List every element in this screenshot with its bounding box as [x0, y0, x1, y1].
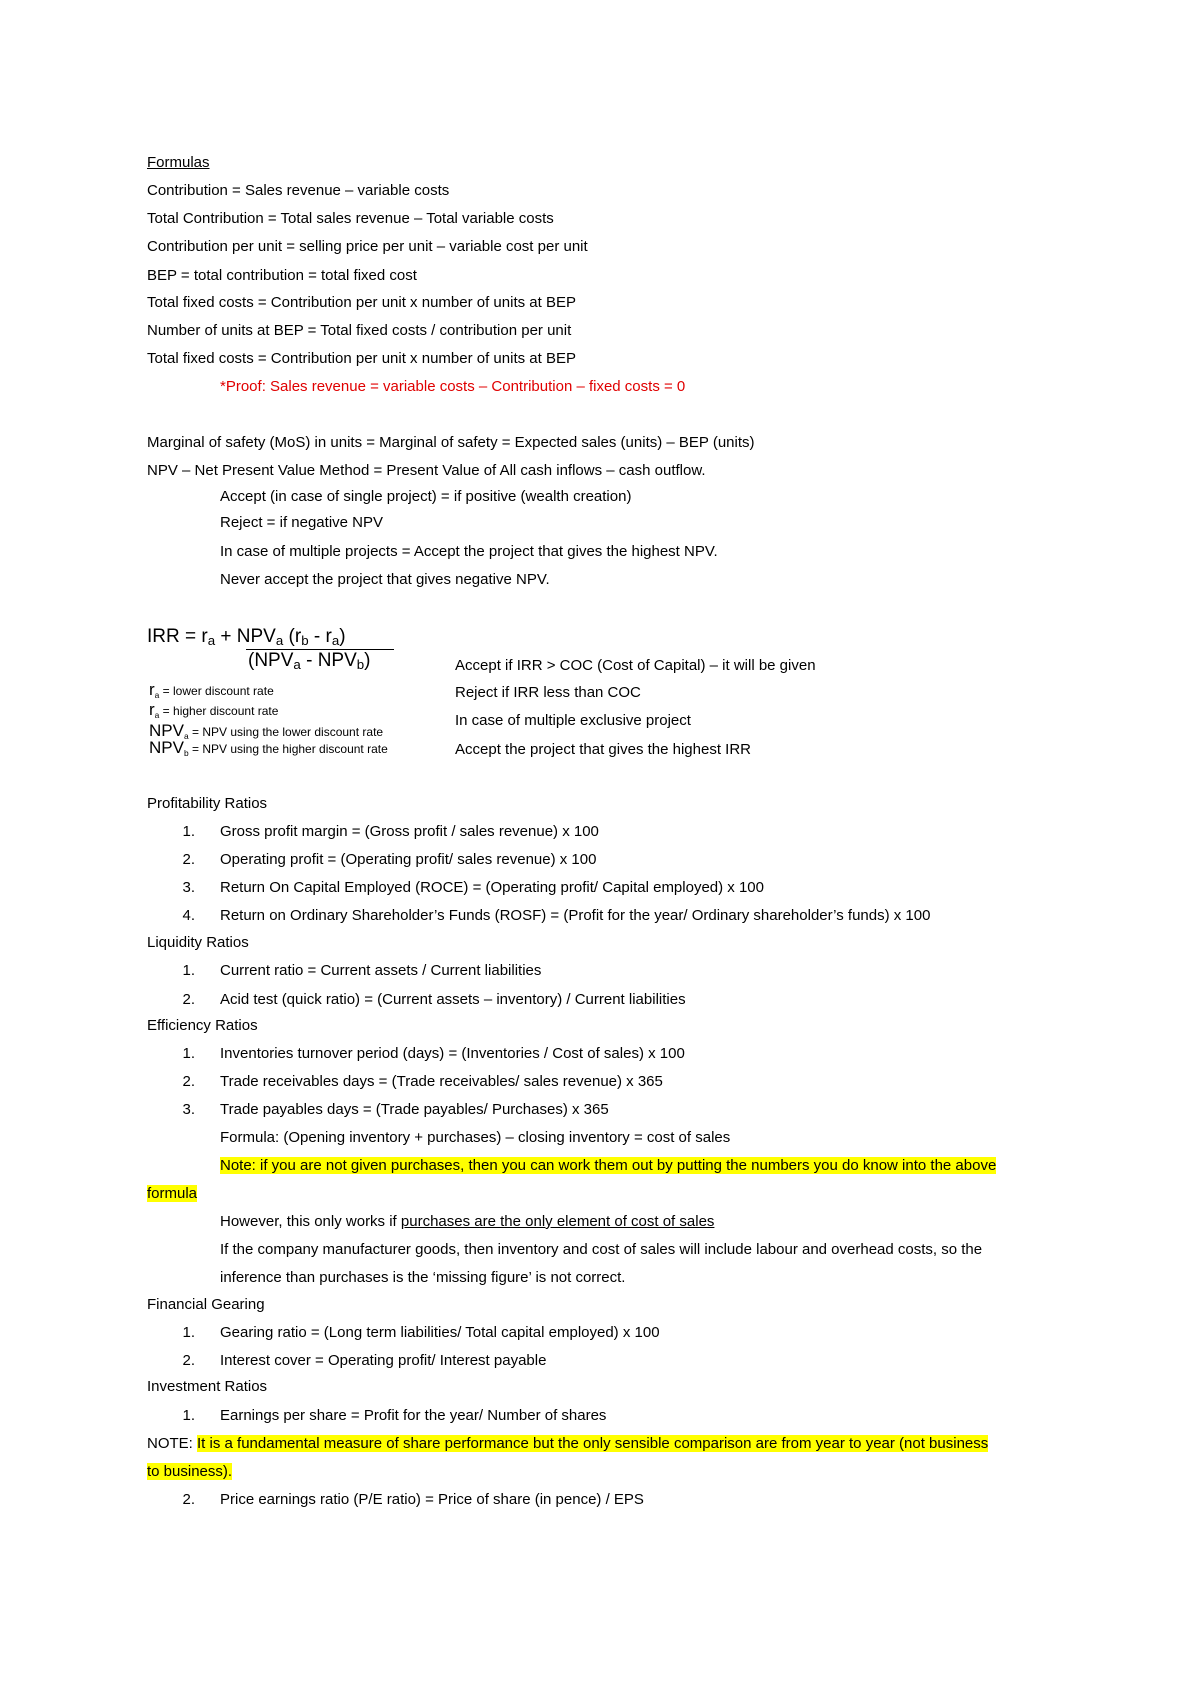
section-heading: Efficiency Ratios: [147, 1017, 258, 1034]
note-line: Note: if you are not given purchases, then you can work them out by putting the numbers you do know into the above: [220, 1157, 997, 1174]
section-heading: Profitability Ratios: [147, 795, 268, 812]
npv-heading: NPV – Net Present Value Method = Present Value of All cash inflows – cash outflow.: [147, 462, 706, 479]
npv-item: In case of multiple projects = Accept the project that gives the highest NPV.: [220, 543, 718, 560]
page-title: Formulas: [147, 154, 210, 171]
irr-legend-item: $NPV_b$ = NPV using the higher discount rate: [149, 738, 388, 758]
formula-line: Formula: (Opening inventory + purchases) – closing inventory = cost of sales: [220, 1129, 731, 1146]
irr-rule: Reject if IRR less than COC: [455, 684, 641, 701]
irr-rule: Accept the project that gives the highest IRR: [455, 741, 751, 758]
manufacturer-line: If the company manufacturer goods, then inventory and cost of sales will include labour and overhead costs, so the: [220, 1241, 983, 1258]
note-line: formula: [147, 1185, 198, 1202]
manufacturer-line: inference than purchases is the ‘missing figure’ is not correct.: [220, 1269, 626, 1286]
document-page: Formulas Contribution = Sales revenue – variable costs Total Contribution = Total sales revenue – Total variable costs Contribution per unit = selling price per unit – variable cost per unit BEP = total contribution = total fixed cost Total fixed costs = Contribution per unit x number of units at BEP Number of units at BEP = Total fixed costs / contribution per unit Total fixed costs = Contribution per unit x number of units at BEP *Proof: Sales revenue = variable costs – Contribution – fixed costs = 0 Marginal of safety (MoS) in units = Marginal of safety = Expected sales (units) – BEP (units) NPV – Net Present Value Method = Present Value of All cash inflows – cash outflow. Accept (in case of single project) = if positive (wealth creation) Reject = if negative NPV In case of multiple projects = Accept the project that gives the highest NPV. Never accept the project that gives negative NPV. IRR = $r_a + NPV_a$ $(r_b - r_a)$ $(NPV_a - NPV_b)$ $r_a$ = lower discount rate $r_a$ = higher discount rate $NPV_a$ = NPV using the lower discount rate $NPV_b$ = NPV using the higher discount rate Accept if IRR > COC (Cost of Capital) – it will be given Reject if IRR less than COC In case of multiple exclusive project Accept the project that gives the highest IRR Profitability Ratios 1. Gross profit margin = (Gross profit / sales revenue) x 100 2. Operating profit = (Operating profit/ sales revenue) x 100 3. Return On Capital Employed (ROCE) = (Operating profit/ Capital employed) x 100 4. Return on Ordinary Shareholder’s Funds (ROSF) = (Profit for the year/ Ordinary shareholder’s funds) x 100 Liquidity Ratios 1. Current ratio = Current assets / Current liabilities 2. Acid test (quick ratio) = (Current assets – inventory) / Current liabilities Efficiency Ratios 1. Inventories turnover period (days) = (Inventories / Cost of sales) x 100 2. Trade receivables days = (Trade receivables/ sales revenue) x 365 3. Trade payables days = (Trade payables/ Purchases) x 365 Formula: (Opening inventory + purchases) – closing inventory = cost of sales Note: if you are not given purchases, then you can work them out by putting the numbers you do know into the above formula However, this only works if purchases are the only element of cost of sales If the company manufacturer goods, then inventory and cost of sales will include labour and overhead costs, so the inference than purchases is the ‘missing figure’ is not correct. Financial Gearing 1. Gearing ratio = (Long term liabilities/ Total capital employed) x 100 2. Interest cover = Operating profit/ Interest payable Investment Ratios 1. Earnings per share = Profit for the year/ Number of shares NOTE: It is a fundamental measure of share performance but the only sensible comparison are from year to year (not business to business). 2. Price earnings ratio (P/E ratio) = Price of share (in pence) / EPS: [147, 154, 997, 1508]
contribution-line: Total Contribution = Total sales revenue – Total variable costs: [147, 210, 554, 227]
mos-line: Marginal of safety (MoS) in units = Marginal of safety = Expected sales (units) – BEP (units): [147, 434, 755, 451]
irr-legend-item: $r_a$ = higher discount rate: [149, 700, 279, 720]
irr-rule: In case of multiple exclusive project: [455, 712, 691, 729]
contribution-line: Total fixed costs = Contribution per unit x number of units at BEP: [147, 294, 576, 311]
contribution-line: Number of units at BEP = Total fixed costs / contribution per unit: [147, 322, 572, 339]
section-heading: Investment Ratios: [147, 1378, 268, 1395]
contribution-line: Contribution per unit = selling price per unit – variable cost per unit: [147, 238, 588, 255]
irr-rule: Accept if IRR > COC (Cost of Capital) – it will be given: [455, 657, 816, 674]
section-heading: Liquidity Ratios: [147, 934, 249, 951]
note-line: NOTE: It is a fundamental measure of share performance but the only sensible comparison are from year to year (not business: [147, 1435, 989, 1452]
contribution-line: BEP = total contribution = total fixed cost: [147, 267, 417, 284]
contribution-line: Contribution = Sales revenue – variable costs: [147, 182, 450, 199]
npv-item: Reject = if negative NPV: [220, 514, 384, 531]
however-line: However, this only works if purchases are the only element of cost of sales: [220, 1213, 715, 1230]
section-heading: Financial Gearing: [147, 1296, 265, 1313]
contribution-line: Total fixed costs = Contribution per unit x number of units at BEP: [147, 350, 576, 367]
irr-denominator: $(NPV_a - NPV_b)$: [248, 650, 371, 672]
note-line: to business).: [147, 1463, 233, 1480]
irr-legend-item: $r_a$ = lower discount rate: [149, 680, 274, 700]
npv-item: Accept (in case of single project) = if positive (wealth creation): [220, 488, 632, 505]
irr-legend-item: $NPV_a$ = NPV using the lower discount rate: [149, 721, 384, 741]
proof-line: *Proof: Sales revenue = variable costs – Contribution – fixed costs = 0: [220, 378, 686, 395]
irr-numerator: IRR = $r_a + NPV_a$ $(r_b - r_a)$: [147, 626, 346, 648]
npv-item: Never accept the project that gives negative NPV.: [220, 571, 550, 588]
